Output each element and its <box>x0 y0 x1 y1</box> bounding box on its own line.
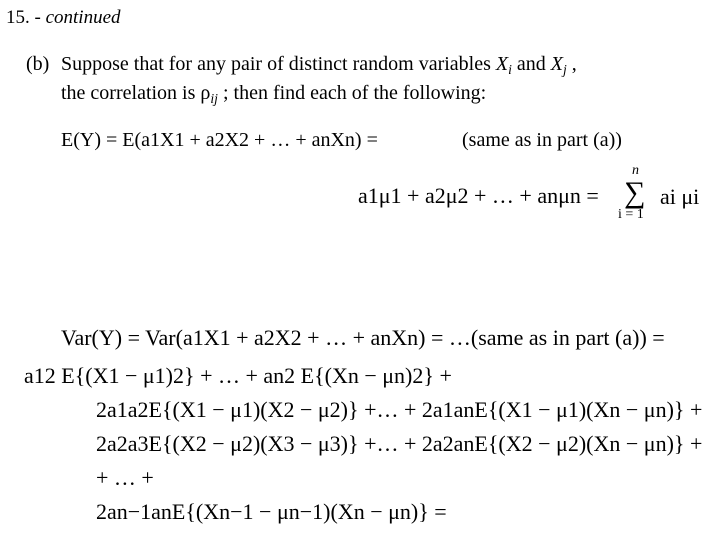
xj-sub: j <box>563 62 567 78</box>
var-line-2: a12 E{(X1 − μ1)2} + … + an2 E{(Xn − μn)2} + <box>24 363 452 388</box>
ey-rhs: a1μ1 + a2μ2 + … + anμn = <box>358 183 599 208</box>
rho-symbol: ρ <box>200 82 211 104</box>
ey-lhs: E(Y) = E(a1X1 + a2X2 + … + anXn) = <box>61 129 378 151</box>
summation <box>618 164 652 226</box>
part-b-line-2 <box>61 81 486 105</box>
sum-lower: i = 1 <box>618 207 644 222</box>
sum-term: ai μi <box>660 184 700 209</box>
xj-var: X <box>550 53 564 75</box>
var-line-3: 2a1a2E{(X1 − μ1)(X2 − μ2)} +… + 2a1anE{(X1 − μ1)(Xn − μn)} + <box>96 397 703 422</box>
ey-note: (same as in part (a)) <box>462 129 622 151</box>
header-number: 15. - <box>6 7 46 28</box>
var-line-4: 2a2a3E{(X2 − μ2)(X3 − μ3)} +… + 2a2anE{(X2 − μ2)(Xn − μn)} + <box>96 431 703 456</box>
part-b-label: (b) <box>26 53 50 75</box>
var-line-6: 2an−1anE{(Xn−1 − μn−1)(Xn − μn)} = <box>96 499 447 524</box>
rho-sub: ij <box>210 91 218 107</box>
header-continued: continued <box>45 7 121 28</box>
line1-post: , <box>566 53 577 75</box>
line2-post: ; then find each of the following: <box>217 82 487 104</box>
line2-text: the correlation is <box>61 82 201 104</box>
var-line-5: + … + <box>96 465 154 490</box>
slide-header <box>6 6 121 30</box>
sigma-icon: ∑ <box>624 176 646 209</box>
xi-var: X <box>495 53 509 75</box>
sum-upper: n <box>632 163 639 178</box>
and-text: and <box>511 53 551 75</box>
part-b-line-1 <box>61 52 577 76</box>
line1-text: Suppose that for any pair of distinct random variables <box>61 53 496 75</box>
xi-sub: i <box>508 62 512 78</box>
var-line-1: Var(Y) = Var(a1X1 + a2X2 + … + anXn) = …(same as in part (a)) = <box>61 325 665 350</box>
